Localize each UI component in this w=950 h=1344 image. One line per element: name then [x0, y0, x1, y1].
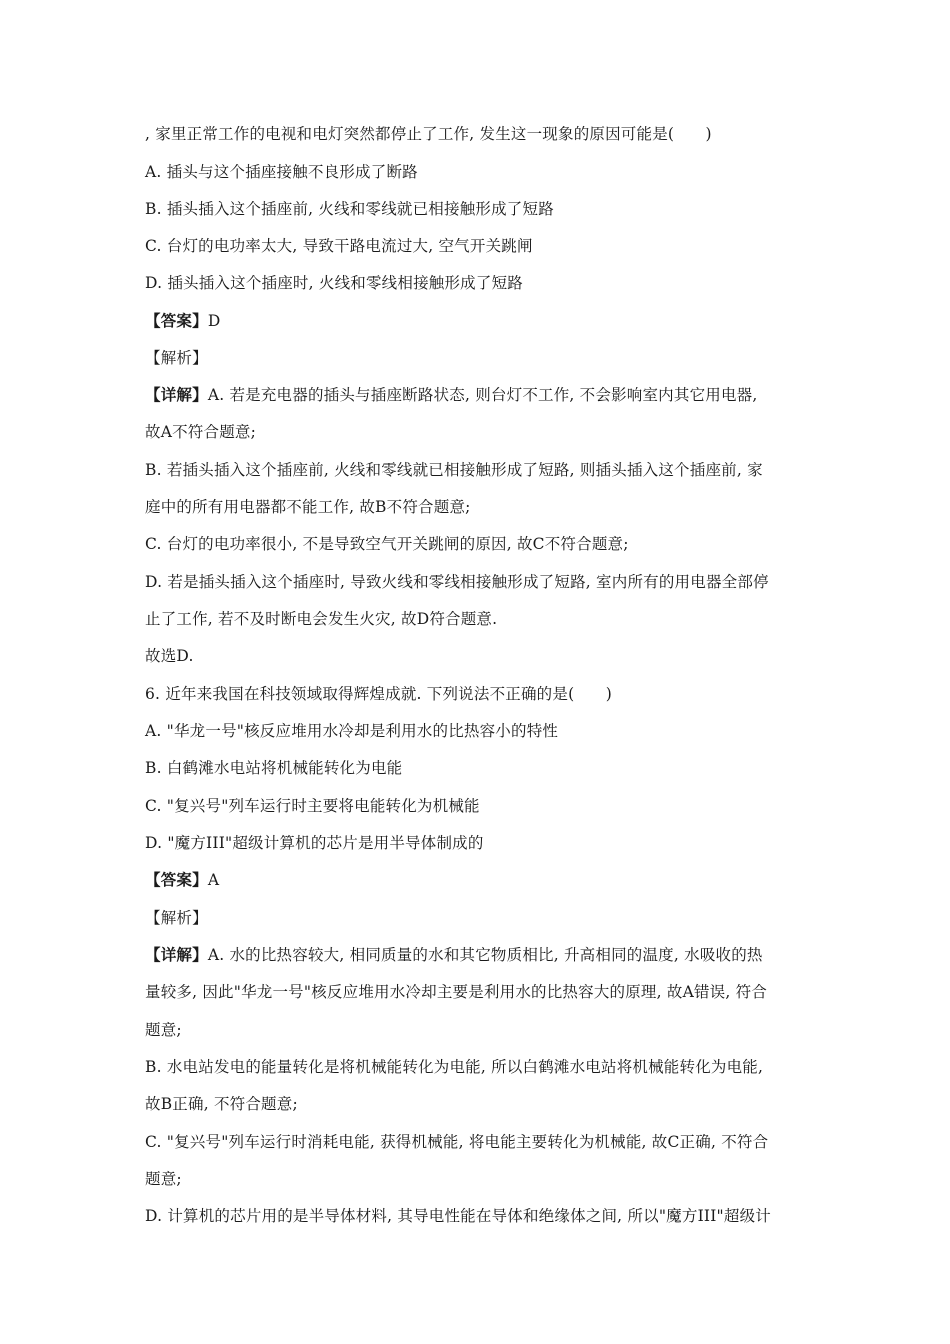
q6-option-b: B. 白鹤滩水电站将机械能转化为电能 — [145, 759, 403, 777]
q6-detail-text-1: A. 水的比热容较大, 相同质量的水和其它物质相比, 升高相同的温度, 水吸收的热 — [207, 946, 763, 964]
q6-detail-line-6: C. "复兴号"列车运行时消耗电能, 获得机械能, 将电能主要转化为机械能, 故C正确, 不符合 — [145, 1133, 769, 1151]
q5-option-d: D. 插头插入这个插座时, 火线和零线相接触形成了短路 — [145, 274, 523, 292]
q5-analysis-label: 【解析】 — [145, 349, 208, 367]
q5-option-c: C. 台灯的电功率太大, 导致干路电流过大, 空气开关跳闸 — [145, 237, 533, 255]
q6-detail-line-5: 故B正确, 不符合题意; — [145, 1095, 298, 1113]
q6-stem: 6. 近年来我国在科技领域取得辉煌成就. 下列说法不正确的是( ) — [145, 685, 612, 703]
q5-detail-text-1: A. 若是充电器的插头与插座断路状态, 则台灯不工作, 不会影响室内其它用电器, — [207, 386, 758, 404]
q5-answer-label: 【答案】 — [145, 311, 208, 330]
q5-detail-label: 【详解】 — [145, 385, 208, 404]
q5-detail-line-3: B. 若插头插入这个插座前, 火线和零线就已相接触形成了短路, 则插头插入这个插座前, 家 — [145, 461, 763, 479]
q6-detail-line-7: 题意; — [145, 1170, 182, 1188]
q5-detail-line-5: C. 台灯的电功率很小, 不是导致空气开关跳闸的原因, 故C不符合题意; — [145, 535, 629, 553]
q6-detail-line-8: D. 计算机的芯片用的是半导体材料, 其导电性能在导体和绝缘体之间, 所以"魔方III"超级计 — [145, 1207, 771, 1225]
q6-analysis-label: 【解析】 — [145, 909, 208, 927]
q6-detail-line-2: 量较多, 因此"华龙一号"核反应堆用水冷却主要是利用水的比热容大的原理, 故A错误, 符合 — [145, 983, 768, 1001]
q5-detail-line-2: 故A不符合题意; — [145, 423, 257, 441]
q5-option-b: B. 插头插入这个插座前, 火线和零线就已相接触形成了短路 — [145, 200, 554, 218]
q6-answer-line — [145, 870, 219, 890]
q5-detail-line-7: 止了工作, 若不及时断电会发生火灾, 故D符合题意. — [145, 610, 498, 628]
q6-detail-line-3: 题意; — [145, 1021, 182, 1039]
q5-answer-value: D — [207, 312, 221, 330]
q5-conclusion: 故选D. — [145, 647, 194, 665]
q6-option-c: C. "复兴号"列车运行时主要将电能转化为机械能 — [145, 797, 480, 815]
q6-detail-label: 【详解】 — [145, 945, 208, 964]
q5-stem-tail: , 家里正常工作的电视和电灯突然都停止了工作, 发生这一现象的原因可能是( ) — [145, 125, 712, 143]
q5-answer-line — [145, 311, 220, 331]
q6-option-a: A. "华龙一号"核反应堆用水冷却是利用水的比热容小的特性 — [145, 722, 559, 740]
q5-detail-line-1 — [145, 385, 758, 405]
q6-answer-value: A — [207, 871, 220, 889]
q5-detail-line-6: D. 若是插头插入这个插座时, 导致火线和零线相接触形成了短路, 室内所有的用电器全部停 — [145, 573, 769, 591]
q6-detail-line-1 — [145, 945, 763, 965]
q5-detail-line-4: 庭中的所有用电器都不能工作, 故B不符合题意; — [145, 498, 471, 516]
q5-option-a: A. 插头与这个插座接触不良形成了断路 — [145, 163, 418, 181]
q6-detail-line-4: B. 水电站发电的能量转化是将机械能转化为电能, 所以白鹤滩水电站将机械能转化为电能, — [145, 1058, 764, 1076]
q6-option-d: D. "魔方III"超级计算机的芯片是用半导体制成的 — [145, 834, 484, 852]
q6-answer-label: 【答案】 — [145, 870, 208, 889]
